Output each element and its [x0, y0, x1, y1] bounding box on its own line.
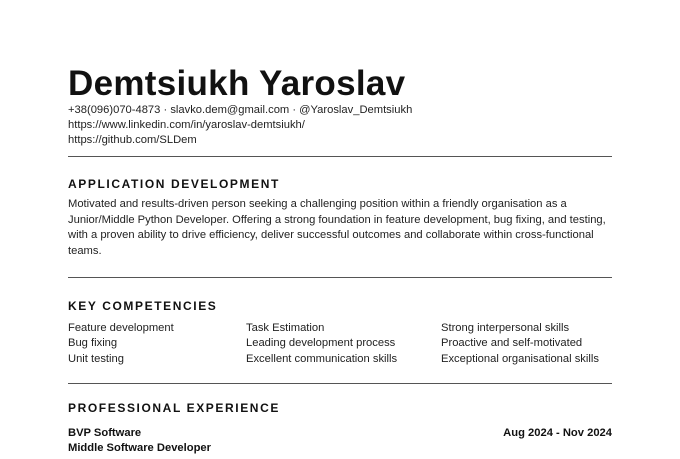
job-company: BVP Software: [68, 427, 142, 439]
competency-item: Task Estimation: [246, 322, 325, 334]
section-divider: [68, 277, 612, 278]
competency-item: Strong interpersonal skills: [441, 322, 570, 334]
candidate-name: Demtsiukh Yaroslav: [68, 64, 406, 103]
experience-heading: PROFESSIONAL EXPERIENCE: [68, 401, 280, 415]
competency-item: Exceptional organisational skills: [441, 353, 599, 365]
competency-item: Unit testing: [68, 353, 124, 365]
linkedin-link[interactable]: https://www.linkedin.com/in/yaroslav-demtsiukh/: [68, 119, 305, 131]
summary-text: Motivated and results-driven person seeking a challenging position within a friendly organisation as a Junior/Middle Python Developer. Offering a strong foundation in feature development, bug fixing, and testing, with a proven ability to drive efficiency, deliver successful outcomes and collaborate within cross-functional teams.: [68, 198, 606, 257]
competencies-heading: KEY COMPETENCIES: [68, 299, 218, 313]
competency-item: Leading development process: [246, 337, 396, 349]
competency-item: Excellent communication skills: [246, 353, 398, 365]
competency-item: Feature development: [68, 322, 174, 334]
job-role: Middle Software Developer: [68, 442, 211, 454]
competency-item: Proactive and self-motivated: [441, 337, 583, 349]
section-divider: [68, 383, 612, 384]
contact-line: +38(096)070-4873 · slavko.dem@gmail.com · @Yaroslav_Demtsiukh: [68, 104, 413, 116]
summary-heading: APPLICATION DEVELOPMENT: [68, 177, 280, 191]
github-link[interactable]: https://github.com/SLDem: [68, 134, 197, 146]
section-divider: [68, 156, 612, 157]
job-dates: Aug 2024 - Nov 2024: [503, 427, 612, 439]
competency-item: Bug fixing: [68, 337, 118, 349]
